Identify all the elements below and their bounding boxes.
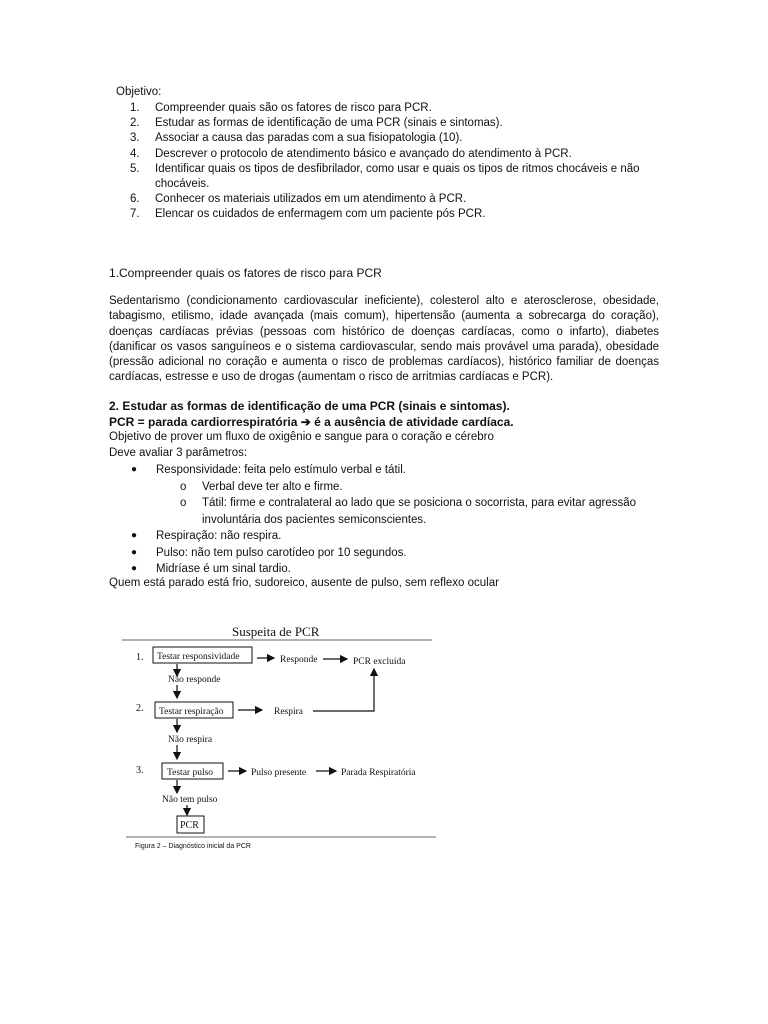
list-item xyxy=(130,528,670,545)
list-item xyxy=(130,462,670,479)
step-box-label: Testar respiração xyxy=(159,707,224,717)
list-item xyxy=(130,192,670,207)
list-text: Tátil: firme e contralateral ao lado que se posiciona o socorrista, para evitar agressão involuntária dos pacientes semiconscientes. xyxy=(202,497,637,526)
objective-line: Objetivo de prover um fluxo de oxigênio e sangue para o coração e cérebro xyxy=(109,431,494,443)
list-text: Compreender quais são os fatores de risco para PCR. xyxy=(155,102,432,114)
circle-bullet-icon: o xyxy=(180,480,187,493)
step-number: 3. xyxy=(136,765,144,776)
arrow-right-icon: ➔ xyxy=(300,415,311,429)
step-number: 1. xyxy=(136,652,144,663)
list-text: Responsividade: feita pelo estímulo verbal e tátil. xyxy=(156,464,406,476)
definition-term: PCR = parada cardiorrespiratória xyxy=(109,415,298,429)
section1-heading: 1.Compreender quais os fatores de risco para PCR xyxy=(109,266,382,280)
list-number: 7. xyxy=(130,208,140,221)
outcome-label: Responde xyxy=(280,655,318,665)
list-text: Midríase é um sinal tardio. xyxy=(156,563,291,575)
list-item xyxy=(130,116,670,131)
list-text: Estudar as formas de identificação de uma PCR (sinais e sintomas). xyxy=(155,117,503,130)
bullet-icon: ● xyxy=(131,563,138,574)
outcome-label: Pulso presente xyxy=(251,768,307,778)
list-item xyxy=(130,545,670,562)
outcome-label: PCR excluída xyxy=(353,657,406,667)
pcr-box-label: PCR xyxy=(180,820,199,831)
objectives-title: Objetivo: xyxy=(116,86,162,98)
figure-caption: Figura 2 – Diagnóstico inicial da PCR xyxy=(135,843,251,850)
outcome-label: Não respira xyxy=(168,735,213,745)
list-item xyxy=(130,479,670,496)
outcome-label: Respira xyxy=(274,707,304,717)
section2-heading: 2. Estudar as formas de identificação de uma PCR (sinais e sintomas). xyxy=(109,399,510,413)
list-text: Respiração: não respira. xyxy=(156,530,282,542)
list-item xyxy=(130,101,670,116)
list-text: Conhecer os materiais utilizados em um atendimento à PCR. xyxy=(155,193,467,206)
params-intro: Deve avaliar 3 parâmetros: xyxy=(109,447,248,459)
step-box-label: Testar responsividade xyxy=(157,652,240,662)
objectives-list xyxy=(130,101,670,223)
list-text: Identificar quais os tipos de desfibrilador, como usar e quais os tipos de ritmos chocáveis e não chocáveis. xyxy=(155,162,640,191)
list-item xyxy=(130,207,670,222)
return-arrow-icon xyxy=(313,669,374,711)
pcr-definition xyxy=(109,415,514,429)
step-box-label: Testar pulso xyxy=(167,768,214,778)
list-number: 6. xyxy=(130,193,140,206)
list-number: 5. xyxy=(130,162,140,175)
list-item xyxy=(130,561,670,578)
outcome-label: Não tem pulso xyxy=(162,795,218,805)
bullet-icon: ● xyxy=(131,546,138,558)
list-text: Verbal deve ter alto e firme. xyxy=(202,480,343,493)
bullet-icon: ● xyxy=(131,464,138,475)
list-text: Descrever o protocolo de atendimento básico e avançado do atendimento à PCR. xyxy=(155,147,572,160)
section1-paragraph: Sedentarismo (condicionamento cardiovascular ineficiente), colesterol alto e aterosclerose, obesidade, tabagismo, etilismo, idade avançada (mais comum), hipertensão (aumenta a sobrecarga do coração), doenças cardíacas prévias (pessoas com histórico de doenças cardíacas, como o infarto), diabetes (danificar os vasos sanguíneos e o sistema cardiovascular, sendo mais provável uma parada), obesidade (pressão adicional no coração e aumenta o risco de problemas cardíacos), histórico familiar de doenças cardíacas, estresse e uso de drogas (aumentam o risco de arritmias cardíacas e PCR). xyxy=(109,295,659,384)
list-text: Associar a causa das paradas com a sua fisiopatologia (10). xyxy=(155,132,463,145)
list-number: 1. xyxy=(130,102,140,114)
outcome-label: Parada Respiratória xyxy=(341,768,416,778)
definition-text: é a ausência de atividade cardíaca. xyxy=(314,415,514,429)
list-number: 4. xyxy=(130,147,140,160)
list-number: 3. xyxy=(130,132,140,145)
list-number: 2. xyxy=(130,117,140,130)
closing-line: Quem está parado está frio, sudoreico, ausente de pulso, sem reflexo ocular xyxy=(109,577,499,589)
outcome-label: Não responde xyxy=(168,675,221,685)
list-item xyxy=(130,495,670,528)
list-text: Elencar os cuidados de enfermagem com um paciente pós PCR. xyxy=(155,208,486,221)
parameters-list xyxy=(130,462,670,578)
list-item xyxy=(130,131,670,146)
list-item xyxy=(130,147,670,162)
pcr-flowchart xyxy=(122,618,438,856)
flowchart-title: Suspeita de PCR xyxy=(232,624,320,639)
list-item xyxy=(130,162,670,192)
circle-bullet-icon: o xyxy=(180,497,187,509)
list-text: Pulso: não tem pulso carotídeo por 10 segundos. xyxy=(156,546,407,559)
bullet-icon: ● xyxy=(131,530,138,541)
step-number: 2. xyxy=(136,703,144,714)
